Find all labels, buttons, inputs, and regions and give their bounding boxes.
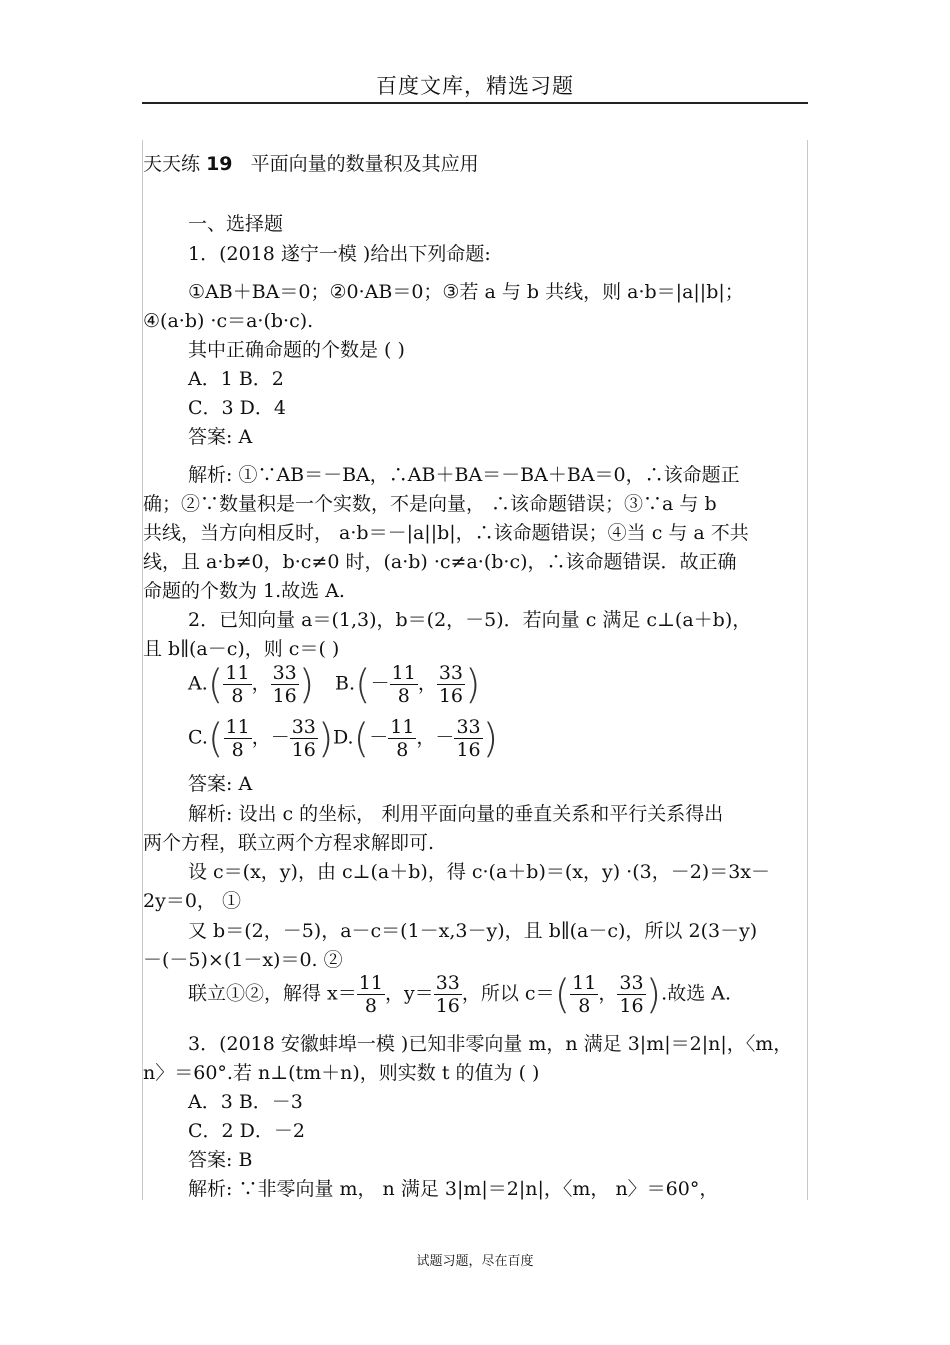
q1-analysis-line: 解析: ①∵AB＝－BA，∴AB＋BA＝－BA＋BA＝0，∴该命题正 — [188, 464, 740, 486]
q1-options-cd: C．3 D．4 — [188, 397, 286, 419]
q1-analysis-line: 确；②∵数量积是一个实数，不是向量， ∴该命题错误；③∵a 与 b — [143, 493, 717, 515]
q2-option-d: D.(－ $\frac{11}{8}$ ，－ $\frac{33}{16}$ ) — [333, 715, 499, 762]
q2-analysis-line: 解析: 设出 c 的坐标， 利用平面向量的垂直关系和平行关系得出 — [188, 803, 724, 825]
q3-answer: 答案: B — [188, 1149, 253, 1171]
q2-option-a: A.( $\frac{11}{8}$ ， $\frac{33}{16}$ ) — [188, 661, 315, 708]
q2-work-line: －(－5)×(1－x)＝0. ② — [143, 949, 343, 971]
page-header: 百度文库，精选习题 — [376, 74, 574, 98]
q2-answer: 答案: A — [188, 773, 253, 795]
title-number: 19 — [206, 153, 233, 175]
right-margin-line — [807, 140, 808, 1200]
q2-stem-line2: 且 b∥(a－c)，则 c＝( ) — [143, 638, 340, 660]
q1-props-line1: ①AB＋BA＝0；②0·AB＝0；③若 a 与 b 共线，则 a·b＝|a||b|； — [188, 281, 744, 303]
page-footer: 试题习题，尽在百度 — [416, 1254, 534, 1269]
left-margin-line — [142, 140, 143, 1200]
title-text: 平面向量的数量积及其应用 — [250, 153, 479, 175]
section-heading: 一、选择题 — [188, 213, 284, 235]
q2-stem-line1: 2．已知向量 a＝(1,3)，b＝(2，－5)．若向量 c 满足 c⊥(a＋b)， — [188, 609, 752, 631]
q2-solution-line: 联立①②，解得 x＝ $\frac{11}{8}$ ，y＝ $\frac{33}{16}$ ，所以 c＝( $\frac{11}{8}$ ， $\frac{33}{16}$ ).故选 A. — [188, 971, 732, 1018]
q3-stem-line1: 3．(2018 安徽蚌埠一模 )已知非零向量 m，n 满足 3|m|＝2|n|，〈m， — [188, 1033, 793, 1055]
q2-option-c: C.( $\frac{11}{8}$ ，－ $\frac{33}{16}$ ) — [188, 715, 334, 762]
q1-answer: 答案: A — [188, 426, 253, 448]
q1-analysis-line: 共线，当方向相反时， a·b＝－|a||b|，∴该命题错误；④当 c 与 a 不共 — [143, 522, 749, 544]
q2-work-line: 设 c＝(x，y)，由 c⊥(a＋b)，得 c·(a＋b)＝(x，y) ·(3，－2)＝3x－ — [188, 861, 771, 883]
q1-options-ab: A．1 B．2 — [188, 368, 284, 390]
q1-analysis-line: 命题的个数为 1.故选 A. — [143, 580, 345, 602]
q2-analysis-line: 两个方程，联立两个方程求解即可. — [143, 832, 435, 854]
q2-option-b: B.(－ $\frac{11}{8}$ ， $\frac{33}{16}$ ) — [335, 661, 481, 708]
q3-options-ab: A．3 B．－3 — [188, 1091, 303, 1113]
header-divider — [142, 102, 808, 104]
title-prefix: 天天练 — [143, 153, 201, 175]
q1-ask: 其中正确命题的个数是 ( ) — [188, 339, 405, 361]
q3-stem-line2: n〉＝60°.若 n⊥(tm＋n)，则实数 t 的值为 ( ) — [143, 1062, 540, 1084]
q1-props-line2: ④(a·b) ·c＝a·(b·c). — [143, 310, 314, 332]
q2-work-line: 2y＝0， ① — [143, 890, 241, 912]
q1-analysis-line: 线，且 a·b≠0，b·c≠0 时，(a·b) ·c≠a·(b·c)，∴该命题错误．故正确 — [143, 551, 737, 573]
q2-work-line: 又 b＝(2，－5)，a－c＝(1－x,3－y)，且 b∥(a－c)，所以 2(3－y) — [188, 920, 758, 942]
q1-stem: 1．(2018 遂宁一模 )给出下列命题: — [188, 243, 491, 265]
q3-options-cd: C．2 D．－2 — [188, 1120, 305, 1142]
exercise-title — [143, 150, 479, 179]
q3-analysis-line: 解析: ∵非零向量 m， n 满足 3|m|＝2|n|，〈m， n〉＝60°， — [188, 1178, 719, 1200]
